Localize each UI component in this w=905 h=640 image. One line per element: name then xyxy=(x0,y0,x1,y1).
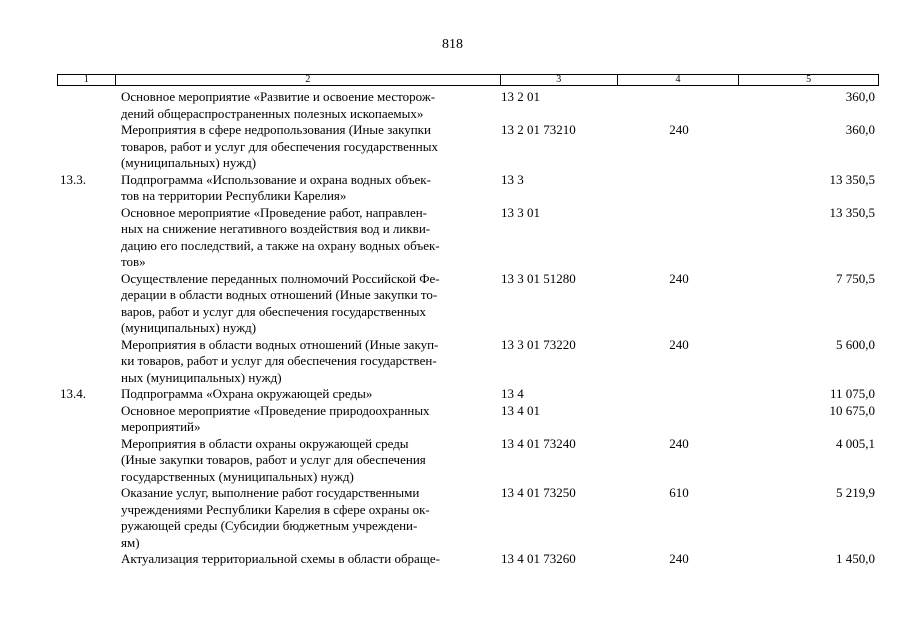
description-line: товаров, работ и услуг для обеспечения государственных xyxy=(121,138,438,154)
row-description xyxy=(115,89,490,122)
table-row xyxy=(57,551,879,568)
row-description xyxy=(115,271,490,337)
row-number xyxy=(57,89,115,122)
row-expense-type xyxy=(618,403,740,436)
description-line: (муниципальных) нужд) xyxy=(121,155,257,170)
row-code: 13 3 01 51280 xyxy=(501,270,576,286)
description-line: дений общераспространенных полезных ископаемых» xyxy=(121,105,424,121)
row-description xyxy=(115,403,490,436)
budget-table xyxy=(57,89,879,568)
description-line: Актуализация территориальной схемы в области обраще- xyxy=(121,551,440,566)
row-number xyxy=(57,271,115,337)
table-row xyxy=(57,337,879,387)
table-row xyxy=(57,172,879,205)
description-line: ки товаров, работ и услуг для обеспечения государствен- xyxy=(121,353,437,368)
row-amount: 13 350,5 xyxy=(829,171,875,187)
description-line: ружающей среды (Субсидии бюджетным учреждени- xyxy=(121,518,418,533)
row-number: 13.4. xyxy=(60,386,86,401)
row-expense-type: 610 xyxy=(669,485,689,500)
row-expense-type xyxy=(618,172,740,205)
description-line: Основное мероприятие «Проведение природоохранных xyxy=(121,402,430,418)
row-number xyxy=(57,403,115,436)
row-amount: 7 750,5 xyxy=(836,270,875,286)
description-line: Мероприятия в сфере недропользования (Иные закупки xyxy=(121,122,431,137)
row-description xyxy=(115,436,490,486)
row-number xyxy=(57,122,115,172)
row-description xyxy=(115,205,490,271)
row-amount: 5 219,9 xyxy=(836,485,875,500)
description-line: Основное мероприятие «Проведение работ, направлен- xyxy=(121,204,428,220)
header-col-5: 5 xyxy=(806,74,812,85)
row-amount: 1 450,0 xyxy=(836,551,875,566)
description-line: ных на снижение негативного воздействия вод и ликви- xyxy=(121,221,431,236)
description-line: (Иные закупки товаров, работ и услуг для обеспечения xyxy=(121,452,426,467)
row-code: 13 3 01 xyxy=(501,204,540,220)
row-code: 13 4 01 73250 xyxy=(501,485,576,500)
row-code: 13 3 xyxy=(501,171,524,187)
row-amount: 13 350,5 xyxy=(829,204,875,220)
row-description xyxy=(115,386,490,403)
row-amount: 10 675,0 xyxy=(829,402,875,418)
row-amount: 5 600,0 xyxy=(836,336,875,352)
row-number: 13.3. xyxy=(60,171,86,187)
description-line: тов на территории Республики Карелия» xyxy=(121,188,347,203)
table-row xyxy=(57,386,879,403)
table-row xyxy=(57,122,879,172)
header-col-2: 2 xyxy=(116,75,501,85)
row-expense-type: 240 xyxy=(669,270,689,286)
row-number xyxy=(57,205,115,271)
description-line: Мероприятия в области охраны окружающей среды xyxy=(121,435,409,451)
row-expense-type xyxy=(618,89,740,122)
row-description xyxy=(115,122,490,172)
description-line: дерации в области водных отношений (Иные закупки то- xyxy=(121,287,438,302)
description-line: ям) xyxy=(121,534,140,550)
row-code: 13 4 01 73240 xyxy=(501,435,576,451)
description-line: тов» xyxy=(121,254,146,269)
description-line: дацию его последствий, а также на охрану водных объек- xyxy=(121,237,440,253)
table-row xyxy=(57,403,879,436)
row-amount: 11 075,0 xyxy=(829,386,875,401)
row-code: 13 2 01 73210 xyxy=(501,122,576,137)
table-row xyxy=(57,89,879,122)
description-line: Мероприятия в области водных отношений (Иные закуп- xyxy=(121,336,439,352)
row-expense-type: 240 xyxy=(669,336,689,352)
description-line: Основное мероприятие «Развитие и освоение месторож- xyxy=(121,89,436,104)
row-expense-type: 240 xyxy=(669,551,689,566)
row-number xyxy=(57,337,115,387)
table-row xyxy=(57,271,879,337)
description-line: варов, работ и услуг для обеспечения государственных xyxy=(121,303,426,319)
row-number xyxy=(57,551,115,568)
description-line: учреждениями Республики Карелия в сфере охраны ок- xyxy=(121,501,430,517)
row-number xyxy=(57,436,115,486)
row-code: 13 3 01 73220 xyxy=(501,336,576,352)
header-col-4: 4 xyxy=(618,75,740,85)
description-line: государственных (муниципальных) нужд) xyxy=(121,468,354,484)
description-line: мероприятий» xyxy=(121,419,201,434)
row-description xyxy=(115,337,490,387)
description-line: ных (муниципальных) нужд) xyxy=(121,369,282,385)
header-col-1: 1 xyxy=(58,75,116,85)
row-code: 13 2 01 xyxy=(501,89,540,104)
row-code: 13 4 01 73260 xyxy=(501,551,576,566)
row-description xyxy=(115,551,490,568)
row-description xyxy=(115,172,490,205)
description-line: Подпрограмма «Охрана окружающей среды» xyxy=(121,386,373,401)
header-col-3: 3 xyxy=(501,75,618,85)
description-line: Оказание услуг, выполнение работ государственными xyxy=(121,485,420,500)
row-code: 13 4 xyxy=(501,386,524,401)
row-expense-type: 240 xyxy=(669,435,689,451)
description-line: Подпрограмма «Использование и охрана водных объек- xyxy=(121,171,431,187)
table-row xyxy=(57,485,879,551)
row-expense-type xyxy=(618,205,740,271)
row-amount: 360,0 xyxy=(845,122,875,137)
table-header xyxy=(57,74,879,86)
row-description xyxy=(115,485,490,551)
row-expense-type: 240 xyxy=(669,122,689,137)
table-row xyxy=(57,436,879,486)
row-code: 13 4 01 xyxy=(501,402,540,418)
row-amount: 360,0 xyxy=(845,89,875,104)
row-number xyxy=(57,485,115,551)
page-number: 818 xyxy=(442,37,463,52)
row-expense-type xyxy=(618,386,740,403)
table-row xyxy=(57,205,879,271)
description-line: Осуществление переданных полномочий Российской Фе- xyxy=(121,270,440,286)
description-line: (муниципальных) нужд) xyxy=(121,320,257,335)
row-amount: 4 005,1 xyxy=(836,435,875,451)
